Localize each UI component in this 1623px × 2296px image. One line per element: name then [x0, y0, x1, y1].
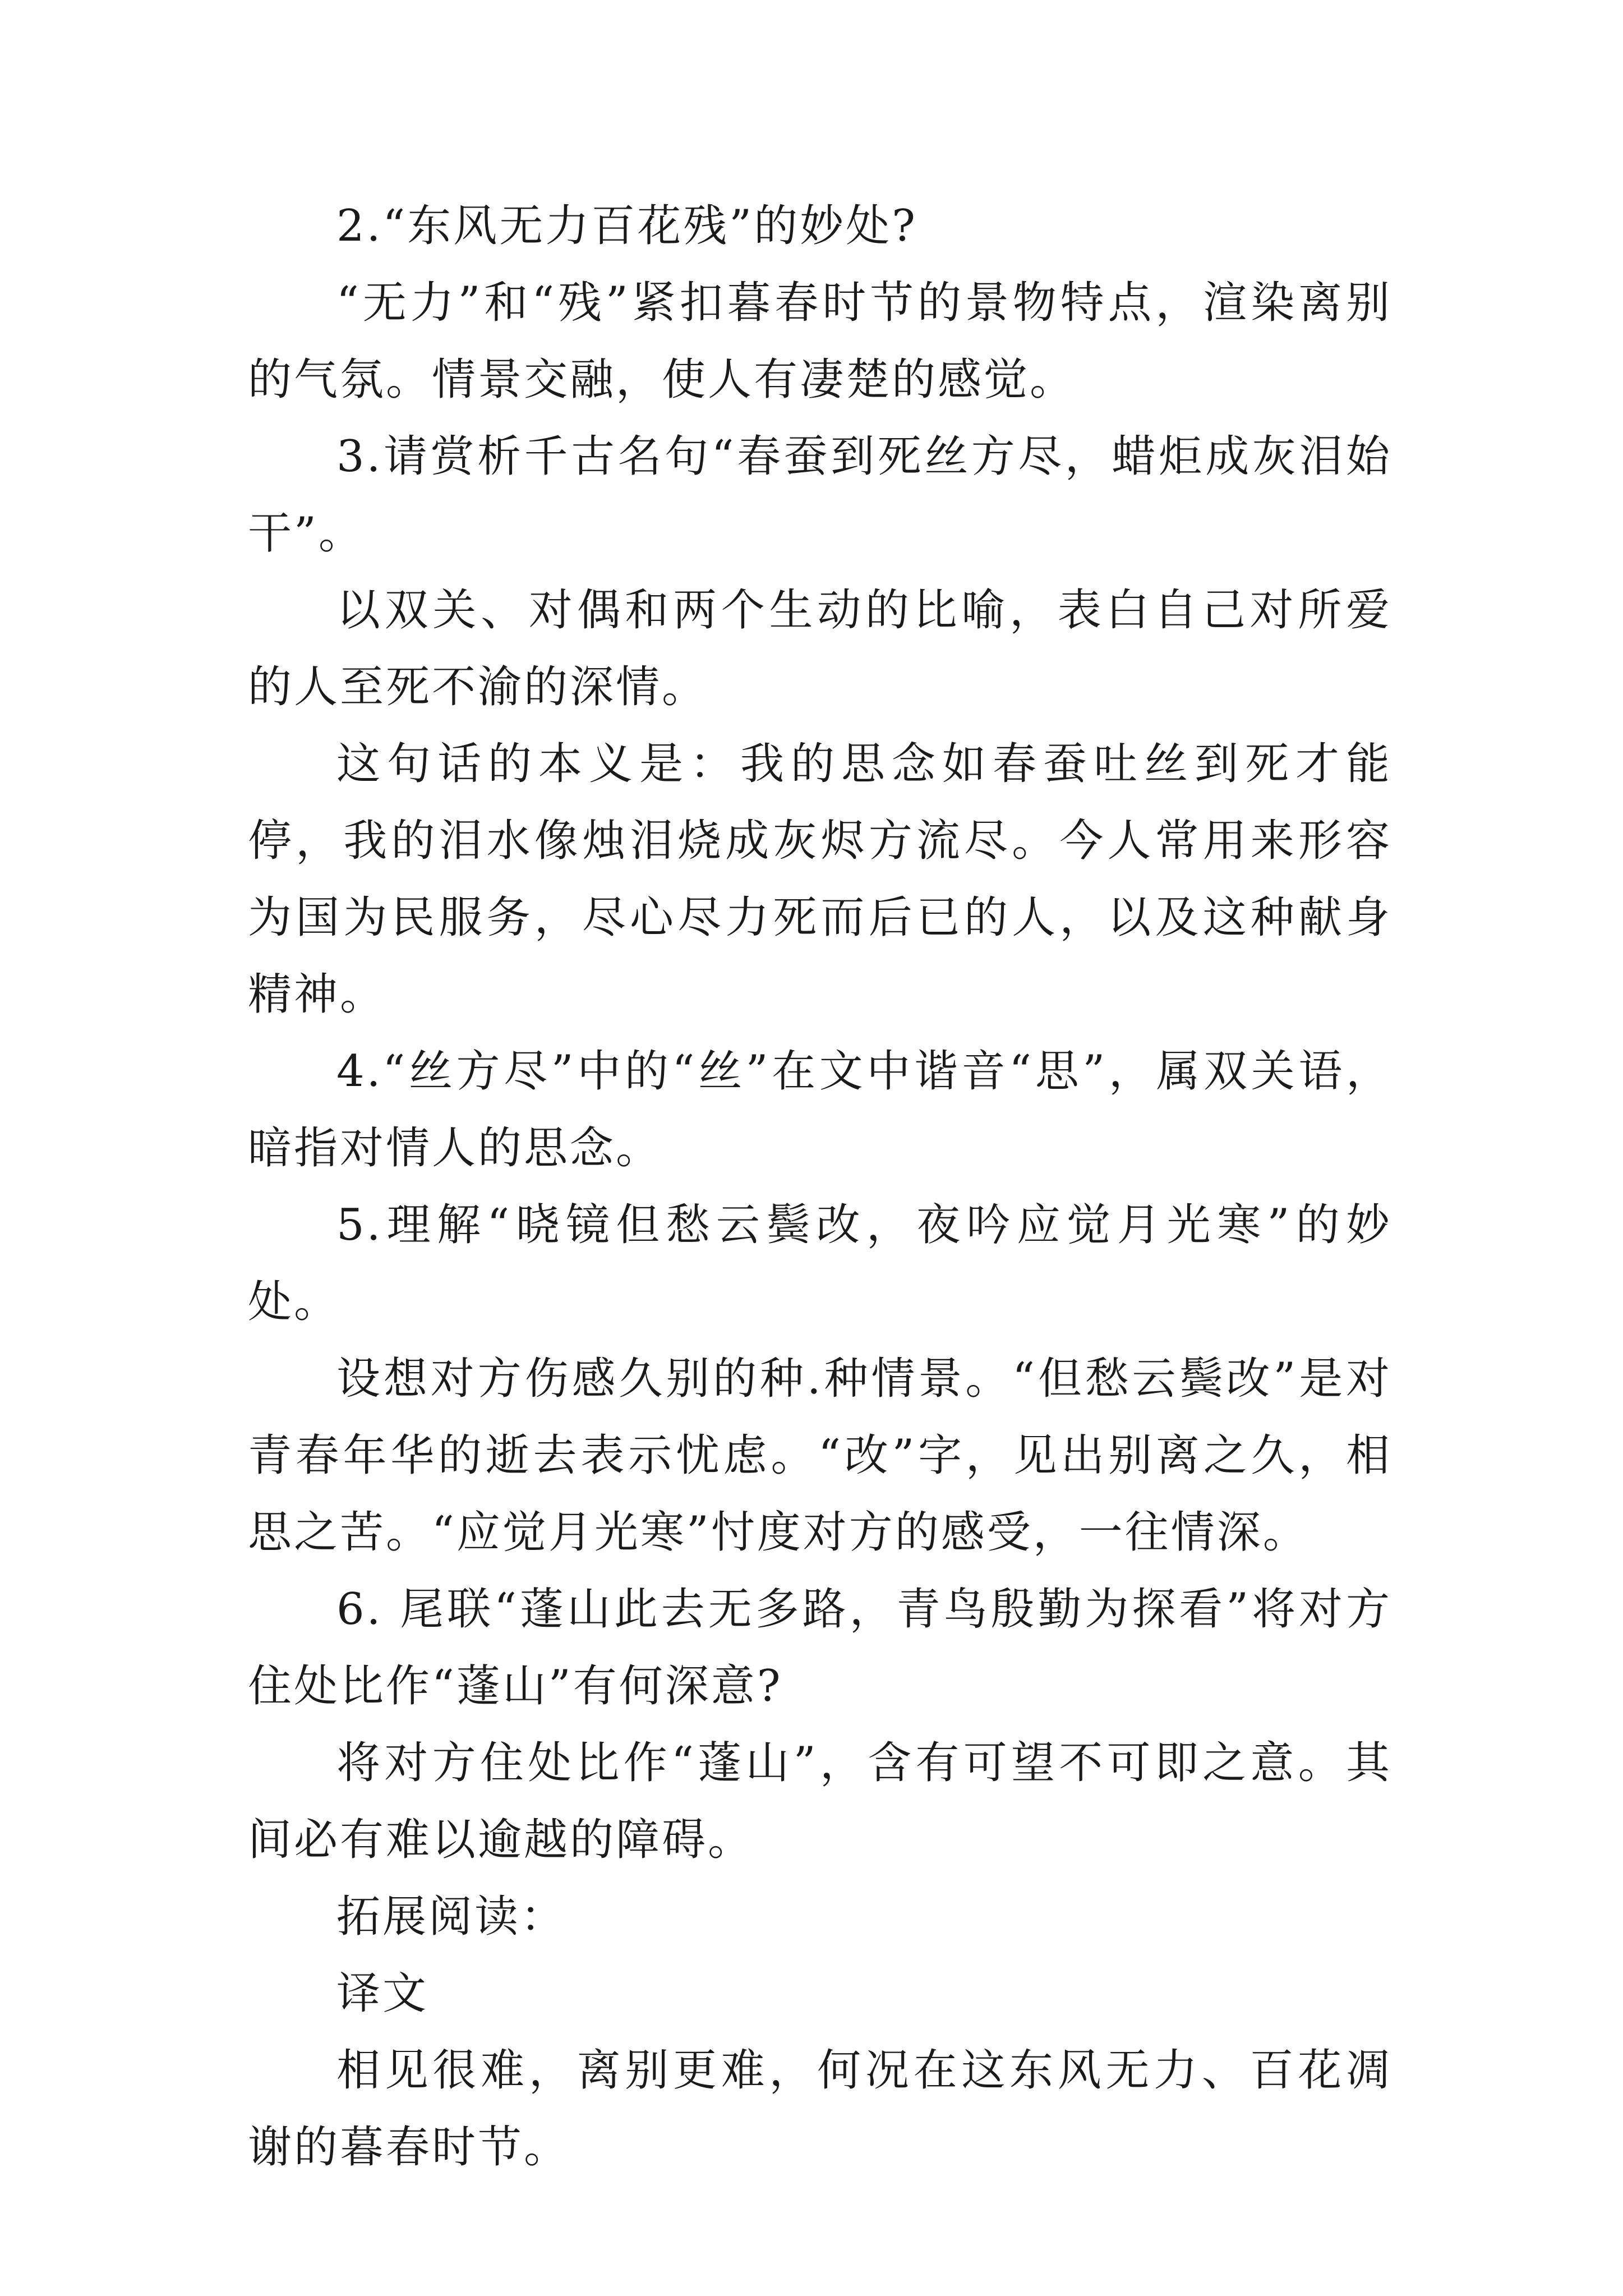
- answer-3: 以双关、对偶和两个生动的比喻，表白自己对所爱的人至死不渝的深情。: [248, 585, 1392, 712]
- translation-heading: 译文: [336, 1968, 429, 2019]
- answer-3-explanation: 这句话的本义是：我的思念如春蚕吐丝到死才能停，我的泪水像烛泪烧成灰烬方流尽。今人常用来形容为国为民服务，尽心尽力死而后已的人，以及这种献身精神。: [248, 739, 1392, 1020]
- document-body: [248, 188, 1392, 2186]
- answer-2: “无力”和“残”紧扣暮春时节的景物特点，渲染离别的气氛。情景交融，使人有凄楚的感觉。: [248, 278, 1392, 405]
- extended-reading-heading: 拓展阅读：: [336, 1892, 567, 1942]
- answer-5: 设想对方伤感久别的种.种情景。“但愁云鬓改”是对青春年华的逝去表示忧虑。“改”字，见出别离之久，相思之苦。“应觉月光寒”忖度对方的感受，一往情深。: [248, 1354, 1392, 1558]
- question-5: 5.理解“晓镜但愁云鬓改，夜吟应觉月光寒”的妙处。: [248, 1200, 1392, 1327]
- translation-text: 相见很难，离别更难，何况在这东风无力、百花凋谢的暮春时节。: [248, 2045, 1392, 2173]
- question-3: 3.请赏析千古名句“春蚕到死丝方尽，蜡炬成灰泪始干”。: [248, 431, 1392, 559]
- question-2: 2.“东风无力百花残”的妙处?: [336, 201, 917, 251]
- question-6: 6. 尾联“蓬山此去无多路，青鸟殷勤为探看”将对方住处比作“蓬山”有何深意?: [248, 1584, 1392, 1711]
- question-4: 4.“丝方尽”中的“丝”在文中谐音“思”，属双关语，暗指对情人的思念。: [248, 1046, 1392, 1174]
- answer-6: 将对方住处比作“蓬山”，含有可望不可即之意。其间必有难以逾越的障碍。: [248, 1738, 1392, 1865]
